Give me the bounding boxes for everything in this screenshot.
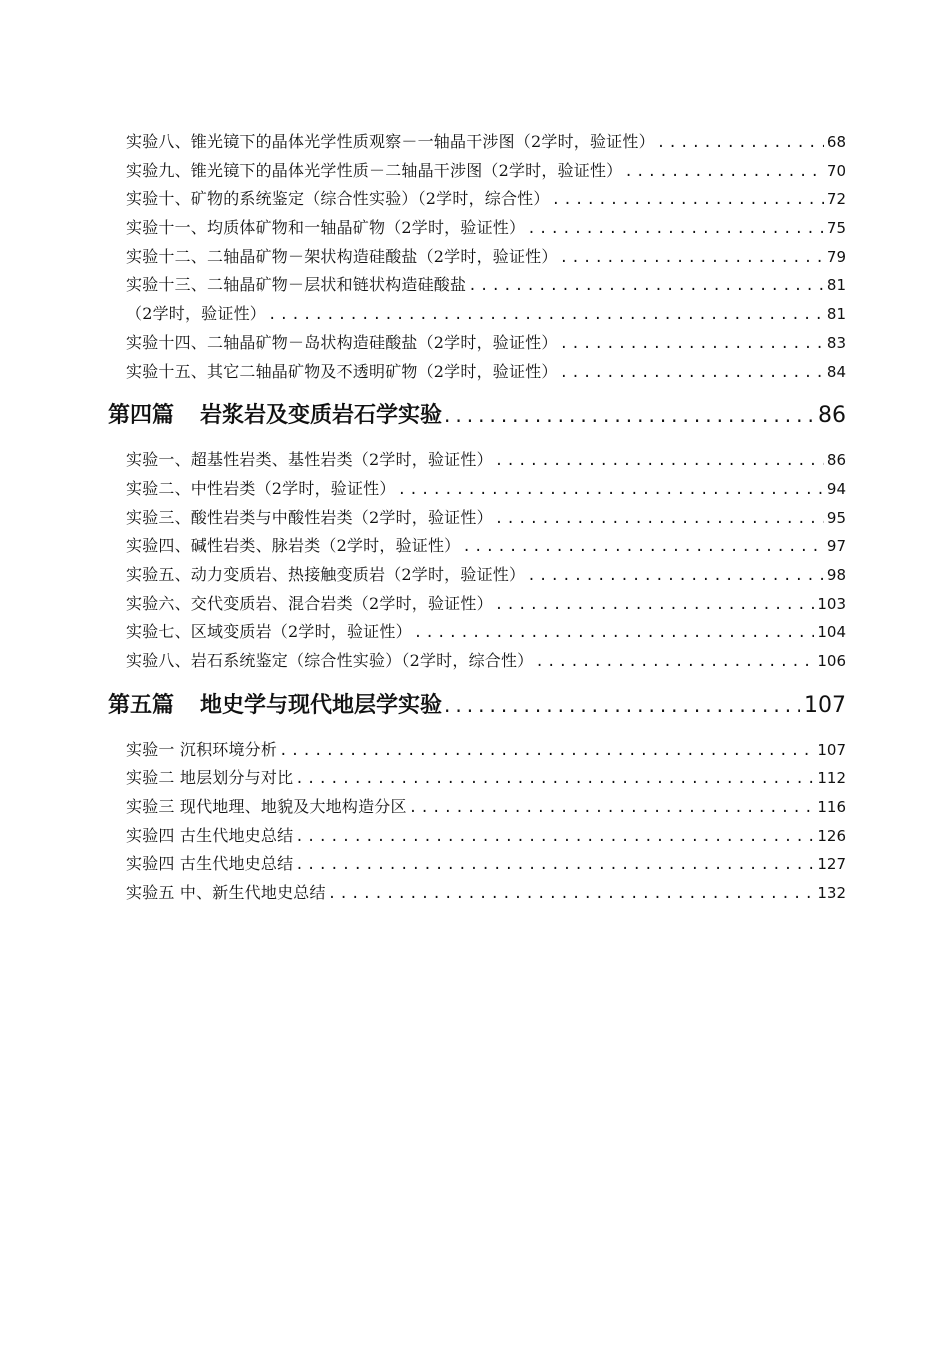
dot-leader [527, 562, 824, 591]
toc-entry-page: 98 [826, 565, 846, 584]
toc-entry-title: 实验二、中性岩类（2学时，验证性） [126, 478, 396, 498]
toc-entry[interactable] [126, 329, 846, 358]
toc-entry[interactable] [126, 590, 846, 619]
toc-entry-title: 实验八、锥光镜下的晶体光学性质观察－一轴晶干涉图（2学时，验证性） [126, 132, 655, 151]
toc-entry-title: （2学时，验证性） [126, 304, 266, 324]
toc-entry-page: 116 [817, 798, 846, 817]
dot-leader [495, 447, 824, 476]
table-of-contents [108, 128, 846, 908]
toc-entry-page: 81 [826, 305, 846, 324]
part-heading-5[interactable] [108, 676, 846, 734]
toc-entry[interactable] [126, 271, 846, 300]
toc-entry-title: 实验一、超基性岩类、基性岩类（2学时，验证性） [126, 450, 493, 470]
toc-entry-page: 84 [826, 362, 846, 381]
dot-leader [462, 533, 824, 562]
toc-entry[interactable] [126, 822, 846, 851]
toc-entry-title: 实验四 古生代地史总结 [126, 825, 294, 845]
toc-entry-page: 72 [826, 190, 846, 209]
toc-entry[interactable] [126, 300, 846, 329]
toc-entry-title: 实验三、酸性岩类与中酸性岩类（2学时，验证性） [126, 507, 493, 527]
toc-entry-title: 实验五、动力变质岩、热接触变质岩（2学时，验证性） [126, 564, 526, 584]
toc-entry[interactable] [126, 561, 846, 590]
toc-entry[interactable] [126, 185, 846, 214]
part-heading-4[interactable] [108, 386, 846, 444]
toc-entry-page: 132 [817, 884, 846, 903]
dot-leader [295, 765, 814, 794]
toc-entry[interactable] [126, 793, 846, 822]
toc-entry-title: 实验一 沉积环境分析 [126, 739, 278, 759]
toc-entry[interactable] [126, 475, 846, 504]
toc-entry-page: 81 [826, 276, 846, 295]
dot-leader [495, 505, 824, 534]
dot-leader [295, 851, 814, 880]
part-number: 第四篇 [108, 403, 175, 429]
toc-entry[interactable] [126, 850, 846, 879]
dot-leader [552, 186, 824, 215]
toc-entry-title: 实验二 地层划分与对比 [126, 768, 294, 788]
dot-leader [409, 794, 815, 823]
toc-entry-title: 实验六、交代变质岩、混合岩类（2学时，验证性） [126, 593, 493, 613]
toc-entry[interactable] [126, 879, 846, 908]
dot-leader [560, 330, 824, 359]
toc-entry-title: 实验四 古生代地史总结 [126, 854, 294, 874]
toc-entry-title: 实验十五、其它二轴晶矿物及不透明矿物（2学时，验证性） [126, 361, 558, 381]
dot-leader [328, 880, 815, 909]
toc-entry-title: 实验十三、二轴晶矿物－层状和链状构造硅酸盐 [126, 275, 467, 295]
toc-entry[interactable] [126, 243, 846, 272]
dot-leader [268, 301, 824, 330]
dot-leader [398, 476, 824, 505]
toc-entry-page: 79 [826, 247, 846, 266]
toc-entry-title: 实验九、锥光镜下的晶体光学性质－二轴晶干涉图（2学时，验证性） [126, 160, 623, 180]
toc-entry-page: 75 [826, 219, 846, 238]
toc-entry[interactable] [126, 618, 846, 647]
toc-entry-title: 实验十、矿物的系统鉴定（综合性实验）（2学时，综合性） [126, 189, 550, 209]
toc-entry-page: 68 [826, 133, 846, 151]
part-title: 岩浆岩及变质岩石学实验 [200, 403, 443, 429]
toc-entry[interactable] [126, 647, 846, 676]
toc-entry-page: 112 [817, 769, 846, 788]
toc-entry-page: 95 [826, 508, 846, 527]
toc-entry-title: 实验十二、二轴晶矿物－架状构造硅酸盐（2学时，验证性） [126, 246, 558, 266]
toc-entry-title: 实验十一、均质体矿物和一轴晶矿物（2学时，验证性） [126, 218, 526, 238]
toc-entry-page: 107 [817, 740, 846, 759]
dot-leader [444, 386, 814, 444]
toc-entry-page: 106 [817, 652, 846, 670]
toc-entry[interactable] [126, 128, 846, 157]
toc-entry-page: 86 [826, 451, 846, 470]
toc-entry[interactable] [126, 504, 846, 533]
toc-entry-title: 实验七、区域变质岩（2学时，验证性） [126, 622, 412, 642]
dot-leader [468, 272, 824, 301]
toc-entry-title: 实验八、岩石系统鉴定（综合性实验）（2学时，综合性） [126, 651, 534, 670]
toc-entry-page: 103 [817, 594, 846, 613]
part-title: 地史学与现代地层学实验 [200, 692, 443, 718]
dot-leader [560, 359, 824, 388]
toc-entry-page: 126 [817, 826, 846, 845]
toc-entry-title: 实验十四、二轴晶矿物－岛状构造硅酸盐（2学时，验证性） [126, 332, 558, 352]
dot-leader [560, 244, 824, 273]
toc-entry[interactable] [126, 214, 846, 243]
toc-entry[interactable] [126, 358, 846, 387]
dot-leader [279, 737, 814, 766]
part-number: 第五篇 [108, 692, 175, 718]
part-page: 86 [818, 403, 846, 429]
toc-entry-page: 127 [817, 855, 846, 874]
dot-leader [495, 591, 815, 620]
dot-leader [444, 676, 800, 734]
toc-entry-page: 83 [826, 333, 846, 352]
dot-leader [295, 823, 814, 852]
toc-entry-page: 94 [826, 479, 846, 498]
toc-entry[interactable] [126, 446, 846, 475]
toc-entry[interactable] [126, 764, 846, 793]
dot-leader [535, 648, 814, 677]
toc-entry-title: 实验四、碱性岩类、脉岩类（2学时，验证性） [126, 536, 461, 556]
toc-entry-title: 实验五 中、新生代地史总结 [126, 883, 326, 903]
part-page: 107 [804, 692, 846, 718]
toc-entry-page: 97 [826, 537, 846, 556]
dot-leader [624, 158, 824, 187]
toc-entry-title: 实验三 现代地理、地貌及大地构造分区 [126, 797, 407, 817]
dot-leader [657, 129, 824, 158]
dot-leader [527, 215, 824, 244]
dot-leader [414, 619, 815, 648]
toc-entry[interactable] [126, 736, 846, 765]
toc-entry[interactable] [126, 157, 846, 186]
toc-entry-page: 104 [817, 623, 846, 642]
toc-entry-page: 70 [826, 161, 846, 180]
toc-entry[interactable] [126, 532, 846, 561]
